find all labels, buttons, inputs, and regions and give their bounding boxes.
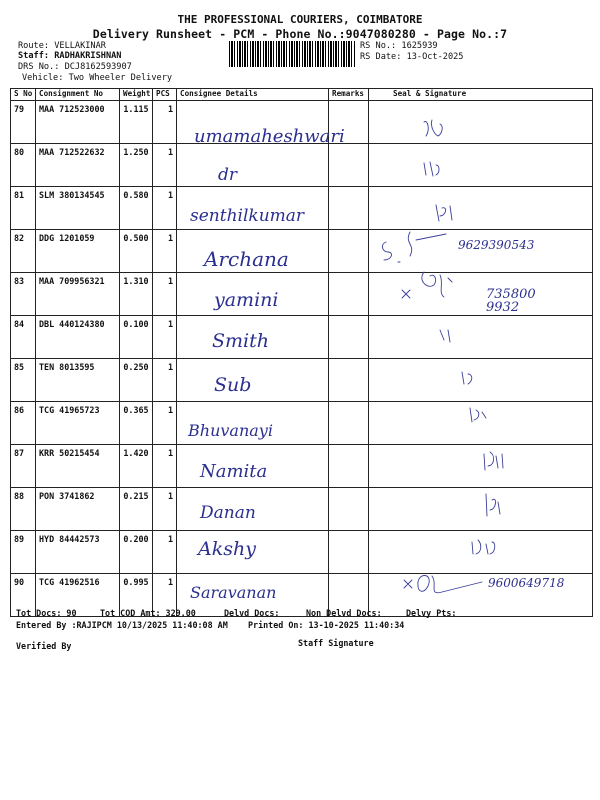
consignment-cell: DBL 440124380: [36, 316, 120, 359]
handwritten-phone-number: 735800 9932: [486, 287, 536, 315]
weight-cell: 0.580: [120, 187, 153, 230]
col-consignee: Consignee Details: [177, 89, 329, 101]
handwritten-consignee-name: Archana: [204, 247, 289, 271]
sno-cell: 84: [11, 316, 36, 359]
delivery-points: Delvy Pts:: [406, 608, 457, 618]
weight-cell: 0.365: [120, 402, 153, 445]
signature-85: [462, 372, 472, 384]
sno-cell: 86: [11, 402, 36, 445]
consignment-cell: MAA 712522632: [36, 144, 120, 187]
printed-on: Printed On: 13-10-2025 11:40:34: [248, 620, 405, 630]
consignment-cell: TEN 8013595: [36, 359, 120, 402]
col-sno: S No: [11, 89, 36, 101]
handwritten-consignee-name: Sub: [214, 374, 252, 396]
weight-cell: 1.420: [120, 445, 153, 488]
handwritten-consignee-name: Saravanan: [190, 583, 277, 602]
vehicle-label: Vehicle: Two Wheeler Delivery: [22, 73, 173, 83]
rs-number: RS No.: 1625939: [360, 41, 438, 51]
total-cod-amount: Tot COD Amt: 329.00: [100, 608, 196, 618]
consignment-cell: PON 3741862: [36, 488, 120, 531]
col-consignment: Consignment No: [36, 89, 120, 101]
drs-number: DRS No.: DCJ8162593907: [18, 62, 132, 72]
runsheet-subtitle: Delivery Runsheet - PCM - Phone No.:9047080280 - Page No.:7: [92, 27, 508, 41]
col-remarks: Remarks: [329, 89, 369, 101]
signature-90: [404, 576, 482, 593]
weight-cell: 0.200: [120, 531, 153, 574]
weight-cell: 0.250: [120, 359, 153, 402]
pcs-cell: 1: [153, 445, 177, 488]
consignment-cell: KRR 50215454: [36, 445, 120, 488]
pcs-cell: 1: [153, 531, 177, 574]
signature-86: [470, 408, 486, 422]
pcs-cell: 1: [153, 488, 177, 531]
pcs-cell: 1: [153, 574, 177, 617]
handwritten-consignee-name: yamini: [214, 289, 279, 311]
signature-82: [382, 232, 446, 262]
pcs-cell: 1: [153, 402, 177, 445]
handwritten-phone-number: 9629390543: [458, 238, 535, 252]
weight-cell: 1.115: [120, 101, 153, 144]
signature-83: [402, 272, 452, 298]
handwritten-consignee-name: dr: [218, 165, 238, 185]
consignment-cell: TCG 41965723: [36, 402, 120, 445]
sno-cell: 83: [11, 273, 36, 316]
sno-cell: 85: [11, 359, 36, 402]
rs-date: RS Date: 13-Oct-2025: [360, 52, 464, 62]
staff-signature: Staff Signature: [298, 638, 374, 648]
sno-cell: 79: [11, 101, 36, 144]
delivered-docs: Delvd Docs:: [224, 608, 280, 618]
consignment-cell: DDG 1201059: [36, 230, 120, 273]
verified-by: Verified By: [16, 641, 72, 651]
pcs-cell: 1: [153, 359, 177, 402]
staff-label: Staff: RADHAKRISHNAN: [18, 51, 122, 61]
weight-cell: 0.215: [120, 488, 153, 531]
consignment-cell: TCG 41962516: [36, 574, 120, 617]
sno-cell: 87: [11, 445, 36, 488]
weight-cell: 0.100: [120, 316, 153, 359]
signature-87: [484, 452, 503, 470]
sno-cell: 82: [11, 230, 36, 273]
company-title: THE PROFESSIONAL COURIERS, COIMBATORE: [177, 13, 423, 26]
sno-cell: 90: [11, 574, 36, 617]
col-weight: Weight: [120, 89, 153, 101]
signature-88: [486, 494, 500, 516]
handwritten-consignee-name: Bhuvanayi: [188, 421, 273, 440]
signature-89: [472, 540, 495, 554]
pcs-cell: 1: [153, 316, 177, 359]
consignment-cell: MAA 712523000: [36, 101, 120, 144]
pcs-cell: 1: [153, 187, 177, 230]
pcs-cell: 1: [153, 144, 177, 187]
weight-cell: 0.500: [120, 230, 153, 273]
weight-cell: 0.995: [120, 574, 153, 617]
handwritten-phone-number: 9600649718: [488, 576, 565, 590]
sno-cell: 89: [11, 531, 36, 574]
handwritten-consignee-name: umamaheshwari: [194, 126, 345, 147]
col-pcs: PCS: [153, 89, 177, 101]
sno-cell: 81: [11, 187, 36, 230]
signature-79: [424, 120, 442, 136]
handwritten-consignee-name: senthilkumar: [190, 206, 305, 226]
col-seal-signature: Seal & Signature: [369, 89, 593, 101]
weight-cell: 1.250: [120, 144, 153, 187]
sno-cell: 80: [11, 144, 36, 187]
signature-80: [424, 162, 439, 176]
entered-by: Entered By :RAJIPCM 10/13/2025 11:40:08 AM: [16, 620, 228, 630]
sno-cell: 88: [11, 488, 36, 531]
weight-cell: 1.310: [120, 273, 153, 316]
pcs-cell: 1: [153, 273, 177, 316]
consignment-cell: SLM 380134545: [36, 187, 120, 230]
pcs-cell: 1: [153, 230, 177, 273]
consignment-cell: HYD 84442573: [36, 531, 120, 574]
handwritten-consignee-name: Akshy: [198, 538, 256, 560]
pcs-cell: 1: [153, 101, 177, 144]
handwritten-consignee-name: Namita: [200, 461, 268, 482]
signature-84: [440, 330, 450, 342]
total-docs: Tot Docs: 90: [16, 608, 77, 618]
signature-81: [436, 205, 452, 221]
route-label: Route: VELLAKINAR: [18, 41, 106, 51]
non-delivered-docs: Non Delvd Docs:: [306, 608, 382, 618]
handwritten-consignee-name: Smith: [212, 330, 269, 352]
handwritten-consignee-name: Danan: [200, 503, 256, 523]
consignment-cell: MAA 709956321: [36, 273, 120, 316]
